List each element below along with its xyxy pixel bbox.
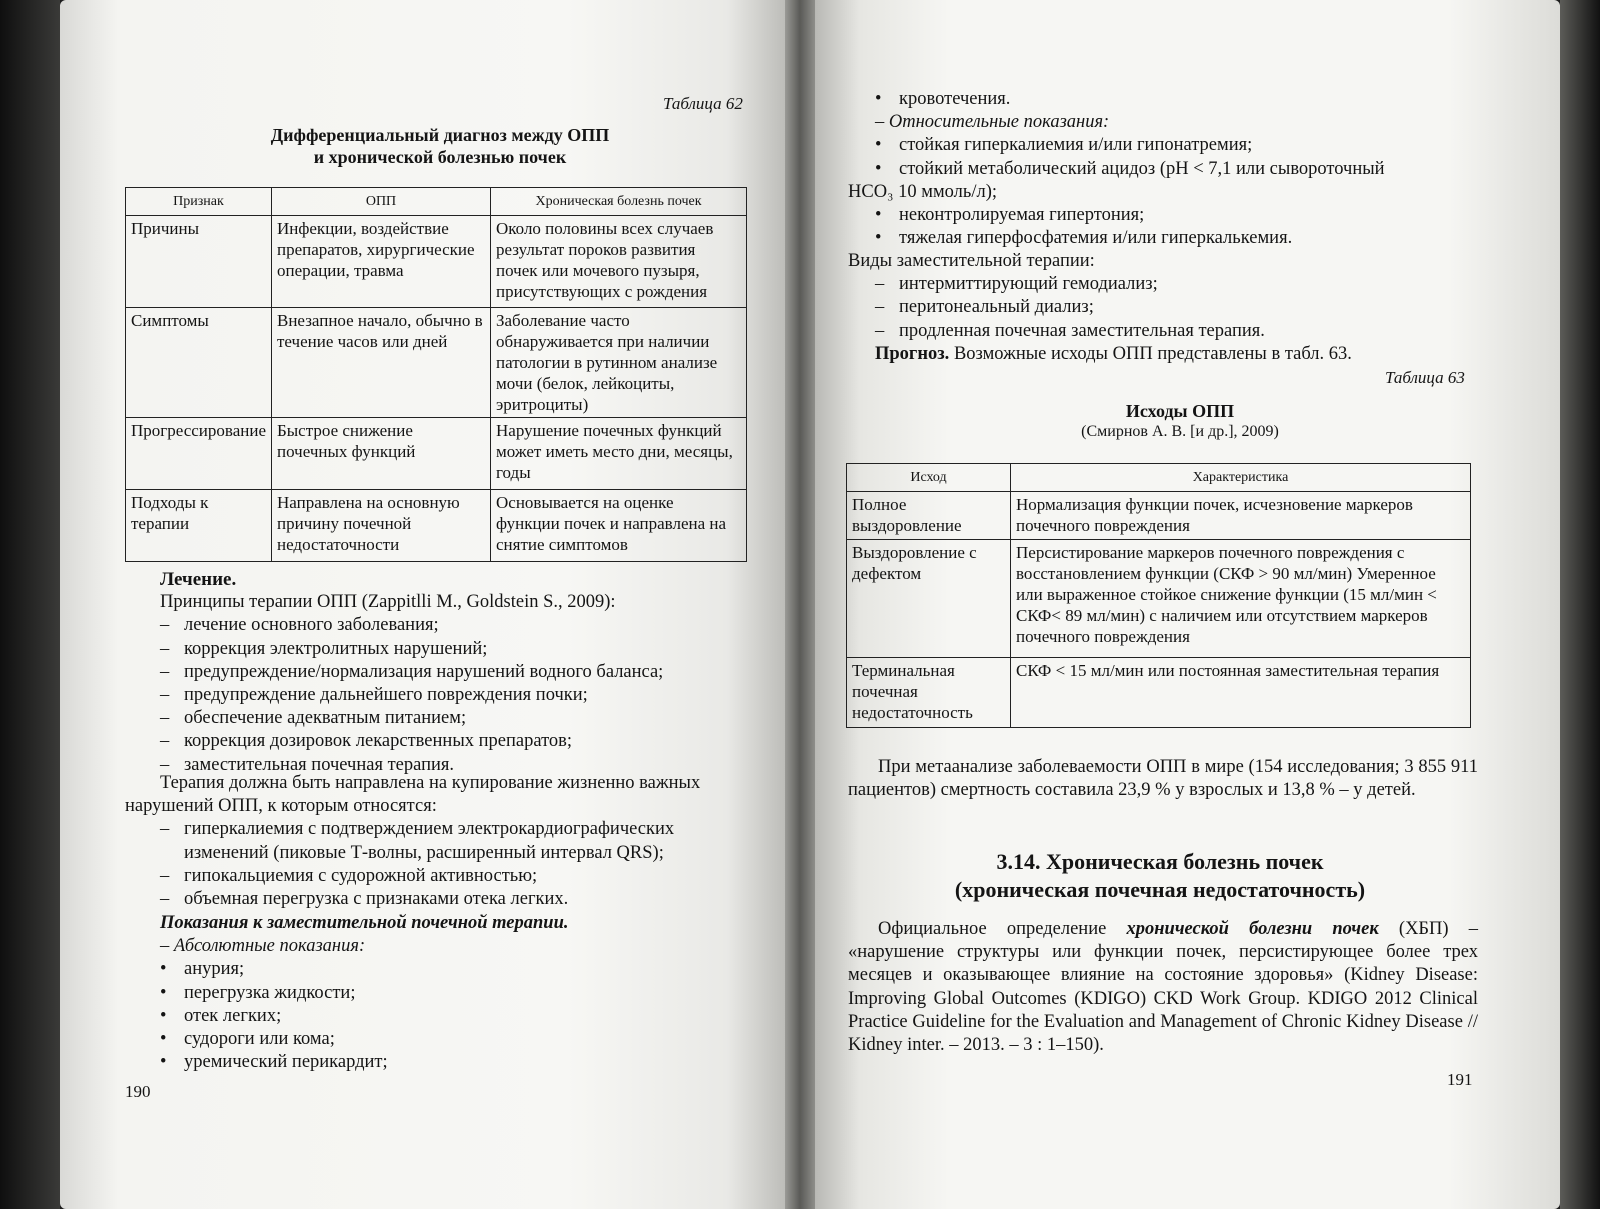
table-cell: Заболевание часто обнаруживается при наличии патологии в рутинном анализе мочи (белок, лейкоциты, эритроциты) (491, 308, 747, 418)
absolute-list (160, 958, 760, 1074)
list-item: • стойкая гиперкалиемия и/или гипонатремия; (875, 135, 1253, 156)
page-number-left: 190 (125, 1082, 151, 1101)
list-item: – предупреждение дальнейшего повреждения почки; (160, 685, 588, 706)
table-row (126, 216, 747, 308)
definition-paragraph (848, 918, 1478, 1057)
list-item: • стойкий метаболический ацидоз (pH < 7,1 или сывороточный (875, 158, 1385, 179)
relative-heading: – Относительные показания: (875, 112, 1110, 133)
table-62-label: Таблица 62 (663, 94, 743, 113)
principles-list (160, 614, 760, 776)
treatment-section (160, 568, 760, 777)
list-item: • перегрузка жидкости; (160, 982, 356, 1003)
absolute-heading: – Абсолютные показания: (160, 936, 366, 957)
table-cell: Инфекции, воздействие препаратов, хирургические операции, травма (272, 216, 491, 308)
list-item: – продленная почечная заместительная терапия. (875, 320, 1265, 341)
list-item: • судороги или кома; (160, 1029, 335, 1050)
table-cell: СКФ < 15 мл/мин или постоянная заместительная терапия (1011, 658, 1471, 728)
list-item: • тяжелая гиперфосфатемия и/или гиперкалькемия. (875, 228, 1293, 249)
list-item: • анурия; (160, 959, 245, 980)
table-cell: Подходы к терапии (126, 490, 272, 562)
table-63-title: Исходы ОПП (1125, 401, 1235, 421)
definition-rest: (ХБП) – «нарушение структуры или функции почек, персистирующее более трех месяцев и оказывающее влияние на состояние здоровья» (Kidney Disease: Improving Global Outcomes (KDIGO) CKD Work Group. KDIGO 2012 Clinical Practice Guideline for the Evaluation and Management of Chronic Kidney Disease // Kidney inter. – 2013. – 3 : 1–150). (848, 919, 1479, 1056)
table-cell: Причины (126, 216, 272, 308)
indications-section (160, 912, 760, 1074)
table-63-label: Таблица 63 (1385, 368, 1465, 387)
list-item: • кровотечения. (875, 89, 1011, 109)
table-cell: Около половины всех случаев результат пороков развития почек или мочевого пузыря, присутствующих с рождения (491, 216, 747, 308)
table-header: Характеристика (1011, 464, 1471, 492)
types-heading: Виды заместительной терапии: (848, 251, 1095, 271)
table-62 (125, 187, 747, 562)
indications-heading: Показания к заместительной почечной терапии. (160, 913, 569, 933)
table-cell: Нормализация функции почек, исчезновение маркеров почечного повреждения (1011, 492, 1471, 540)
table-header: ОПП (272, 188, 491, 216)
meta-analysis-text: При метаанализе заболеваемости ОПП в мире (154 исследования; 3 855 911 пациентов) смертность составила 23,9 % у взрослых и 13,8 % – у детей. (848, 757, 1478, 801)
page-number-right: 191 (1447, 1070, 1473, 1089)
types-list (875, 273, 1488, 343)
vital-list (160, 818, 755, 911)
list-item: – обеспечение адекватным питанием; (160, 708, 467, 729)
relative-list-cont (875, 204, 1495, 250)
list-item: – гипокальциемия с судорожной активностью; (160, 865, 538, 886)
table-62-title-line1: Дифференциальный диагноз между ОПП (270, 125, 610, 145)
therapy-text: Терапия должна быть направлена на купирование жизненно важных нарушений ОПП, к которым относятся: (125, 773, 701, 817)
list-item: – интермиттирующий гемодиализ; (875, 274, 1158, 295)
list-item: – предупреждение/нормализация нарушений водного баланса; (160, 661, 664, 682)
table-row (847, 540, 1471, 658)
hco3-line: HCO₃ 10 ммоль/л); (848, 182, 998, 202)
table-cell: Основывается на оценке функции почек и направлена на снятие симптомов (491, 490, 747, 562)
treatment-heading: Лечение. (160, 569, 237, 590)
table-62-title (180, 124, 700, 168)
types-section (848, 250, 1488, 366)
book-edge-right (1560, 0, 1600, 1209)
section-title-line1: 3.14. Хроническая болезнь почек (996, 849, 1324, 874)
list-item: – объемная перегрузка с признаками отека легких. (160, 889, 569, 910)
definition-term: хронической болезни почек (1126, 919, 1379, 939)
table-cell: Внезапное начало, обычно в течение часов или дней (272, 308, 491, 418)
table-63-subtitle: (Смирнов А. В. [и др.], 2009) (1081, 423, 1279, 440)
table-cell: Направлена на основную причину почечной недостаточности (272, 490, 491, 562)
table-row (847, 492, 1471, 540)
list-item: – коррекция электролитных нарушений; (160, 638, 488, 659)
relative-list (875, 134, 1495, 180)
list-item: • неконтролируемая гипертония; (875, 205, 1145, 225)
table-63 (846, 463, 1471, 728)
prognosis-paragraph (848, 343, 1488, 366)
table-cell: Персистирование маркеров почечного повреждения с восстановлением функции (СКФ > 90 мл/мин) Умеренное или выраженное стойкое снижение функции (15 мл/мин < СКФ< 89 мл/мин) с наличием или отсутствием маркеров почечного повреждения (1011, 540, 1471, 658)
list-item: – перитонеальный диализ; (875, 297, 1094, 318)
list-item: • отек легких; (160, 1005, 282, 1026)
table-cell: Выздоровление с дефектом (847, 540, 1011, 658)
list-item: • уремический перикардит; (160, 1052, 388, 1073)
table-cell: Симптомы (126, 308, 272, 418)
section-title (860, 848, 1460, 904)
list-item: – гиперкалиемия с подтверждением электрокардиографических изменений (пиковые Т-волны, расширенный интервал QRS); (160, 819, 675, 863)
table-row (126, 490, 747, 562)
list-item: – коррекция дозировок лекарственных препаратов; (160, 731, 573, 752)
definition-start: Официальное определение (878, 919, 1107, 939)
table-header: Признак (126, 188, 272, 216)
table-62-title-line2: и хронической болезнью почек (313, 147, 567, 167)
right-top-lists (875, 88, 1495, 181)
table-cell: Полное выздоровление (847, 492, 1011, 540)
table-header: Исход (847, 464, 1011, 492)
table-row (126, 418, 747, 490)
table-cell: Нарушение почечных функций может иметь место дни, месяцы, годы (491, 418, 747, 490)
table-header: Хроническая болезнь почек (491, 188, 747, 216)
prognosis-heading: Прогноз. (875, 343, 950, 364)
book-edge-left (0, 0, 60, 1209)
list-item: – лечение основного заболевания; (160, 615, 439, 636)
table-row (126, 308, 747, 418)
relative-list-continued (875, 204, 1495, 250)
table-cell: Терминальная почечная недостаточность (847, 658, 1011, 728)
top-list (875, 88, 1495, 111)
therapy-principles: Принципы терапии ОПП (Zappitlli M., Goldstein S., 2009): (160, 592, 616, 613)
therapy-paragraph (125, 772, 755, 911)
table-row (847, 658, 1471, 728)
section-title-line2: (хроническая почечная недостаточность) (954, 877, 1366, 902)
table-cell: Прогрессирование (126, 418, 272, 490)
list-item: – заместительная почечная терапия. (160, 754, 455, 775)
table-cell: Быстрое снижение почечных функций (272, 418, 491, 490)
prognosis-text: Возможные исходы ОПП представлены в табл. 63. (953, 343, 1352, 364)
book-gutter (785, 0, 815, 1209)
